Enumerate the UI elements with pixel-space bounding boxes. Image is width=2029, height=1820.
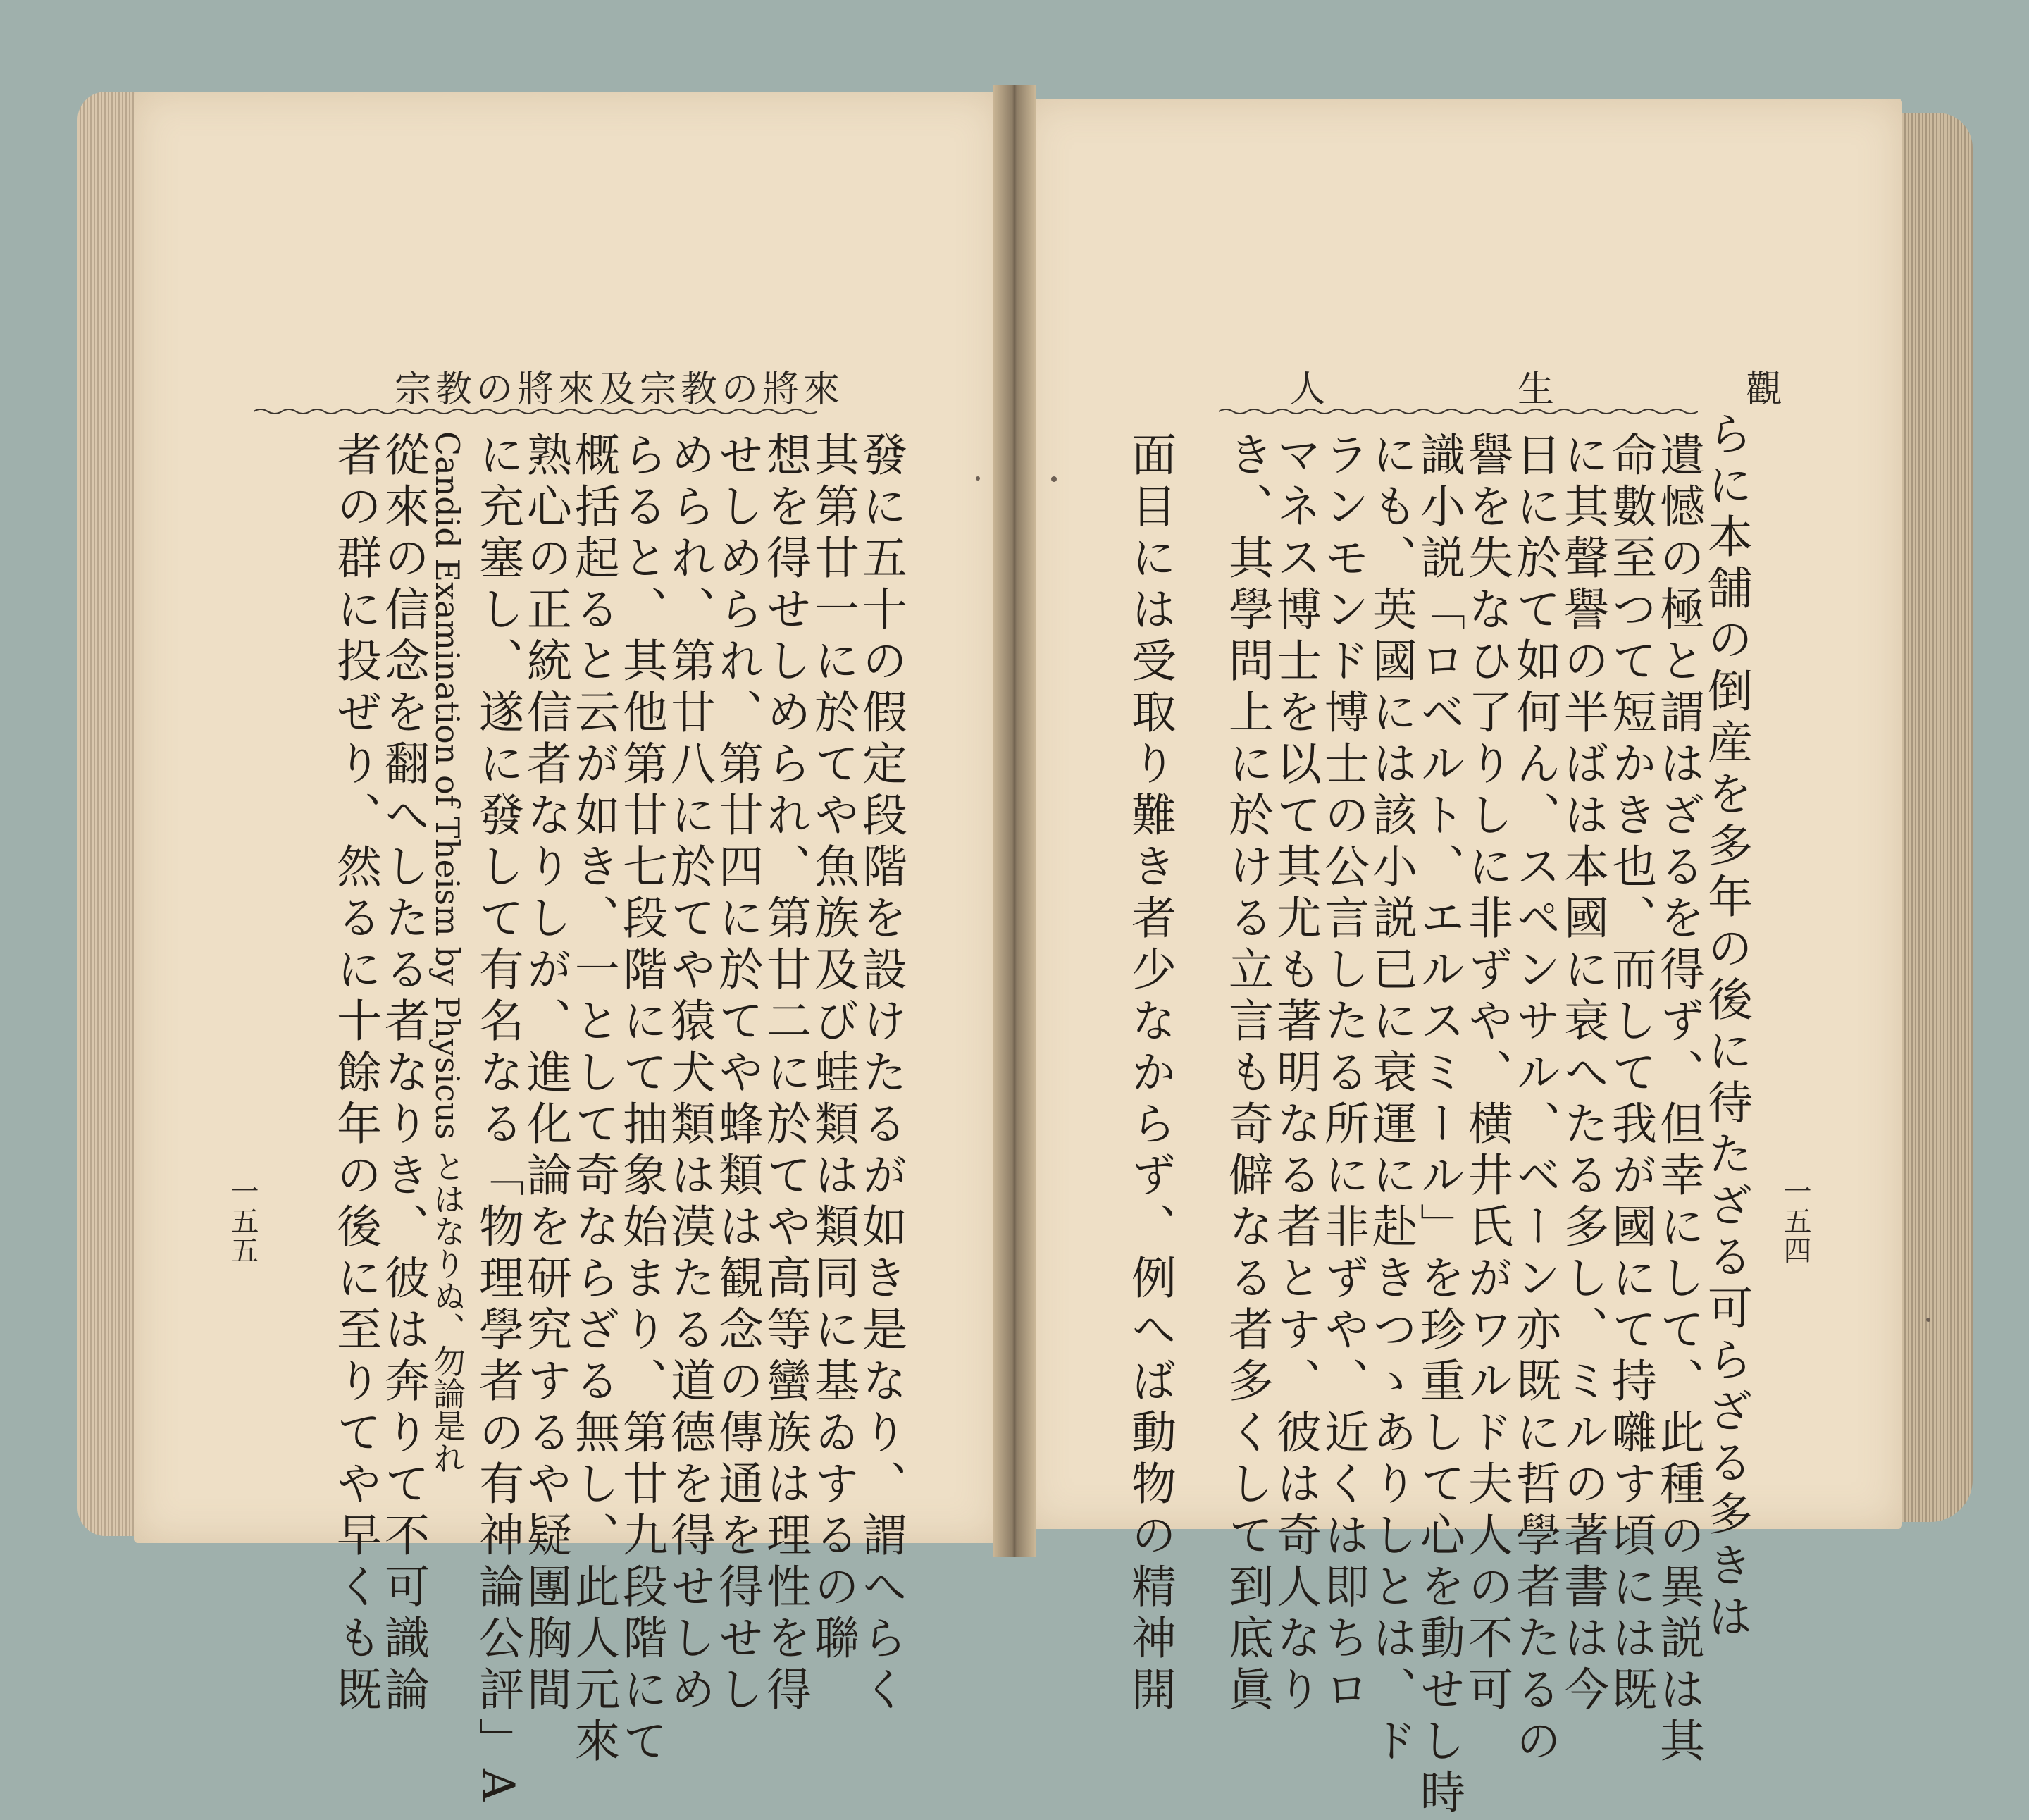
right-line-1: らに本舗の倒産を多年の後に待たざる可らざる多きは (1700, 410, 1752, 1645)
right-line-6: 譽を失なひ了りしに非ずや、横井氏がワルド夫人の不可 (1460, 431, 1513, 1717)
left-line-6: らると、其他第廿七段階にて抽象始まり、第廿九段階にて (615, 431, 667, 1769)
right-line-7: 識小説「ロベルト、エルスミール」を珍重して心を動せし時 (1413, 431, 1465, 1820)
left-line-5: められ、第廿八に於てや猿犬類は漠たる道德を得せしめ (663, 431, 715, 1717)
right-page-edges (1895, 113, 1973, 1522)
right-line-3: 命數至つて短かき也、而して我が國にて持囃す頃には既 (1604, 431, 1656, 1717)
right-line-5: 日に於て如何ん、スペンサル、ベーン亦既に哲學者たるの (1508, 431, 1560, 1769)
left-line-1: 發に五十の假定段階を設けたるが如き是なり、謂へらく (855, 431, 907, 1717)
right-line-2: 遺憾の極と謂はざるを得ず、但幸にして、此種の異説は其 (1652, 431, 1704, 1769)
right-header-rule (1219, 407, 1698, 416)
left-page-header: 宗教の將來及宗教の將來 (395, 369, 845, 411)
right-line-4: に其聲譽の半ばは本國に衰へたる多し、ミルの著書は今 (1556, 431, 1608, 1717)
left-line-11: 從來の信念を翻へしたる者なりき、彼は奔りて不可識論 (377, 431, 429, 1717)
left-line-3: 想を得せしめられ、第廿二に於てや高等蠻族は理性を得 (759, 431, 811, 1717)
left-line-10: Candid Examination of Theism by Physicus とはなりぬ、勿論是れ (428, 431, 466, 1474)
left-line-8: 熟心の正統信者なりしが、進化論を研究するや疑團胸間 (519, 431, 571, 1717)
right-line-8: にも、英國には該小説已に衰運に赴きつゝありしとは、ド (1365, 431, 1417, 1769)
left-page-number: 一五五 (226, 1177, 259, 1265)
left-line-12: 者の群に投ぜり、然るに十餘年の後に至りてや早くも既 (329, 431, 381, 1717)
book-gutter (993, 85, 1036, 1557)
left-line-4: せしめられ、第廿四に於てや蜂類は観念の傳通を得せし (711, 431, 763, 1717)
left-header-rule (254, 407, 817, 416)
right-line-11: き、其學問上に於ける立言も奇僻なる者多くして到底眞 (1221, 431, 1273, 1717)
right-page-number: 一五四 (1779, 1177, 1811, 1265)
left-line-7: 概括起ると云が如き、一として奇ならざる無し、此人元來 (567, 431, 619, 1769)
right-line-10: マネス博士を以て其尤も著明なる者とす、彼は奇人なり (1269, 431, 1321, 1717)
paper-speck (1926, 1318, 1930, 1322)
left-page-edges (77, 92, 141, 1536)
right-page-header: 人 生 觀 (1289, 369, 1861, 411)
left-line-9: に充塞し、遂に發して有名なる「物理學者の有神論公評」A (471, 431, 523, 1808)
paper-speck (976, 476, 980, 481)
left-line-2: 其第廿一に於てや魚族及び蛙類は類同に基ゐするの聯 (807, 431, 859, 1666)
right-line-12: 面目には受取り難き者少なからず、例へば動物の精神開 (1124, 431, 1176, 1717)
paper-speck (1051, 476, 1057, 482)
right-line-9: ランモンド博士の公言したる所に非ずや、近くは即ちロ (1317, 431, 1369, 1717)
